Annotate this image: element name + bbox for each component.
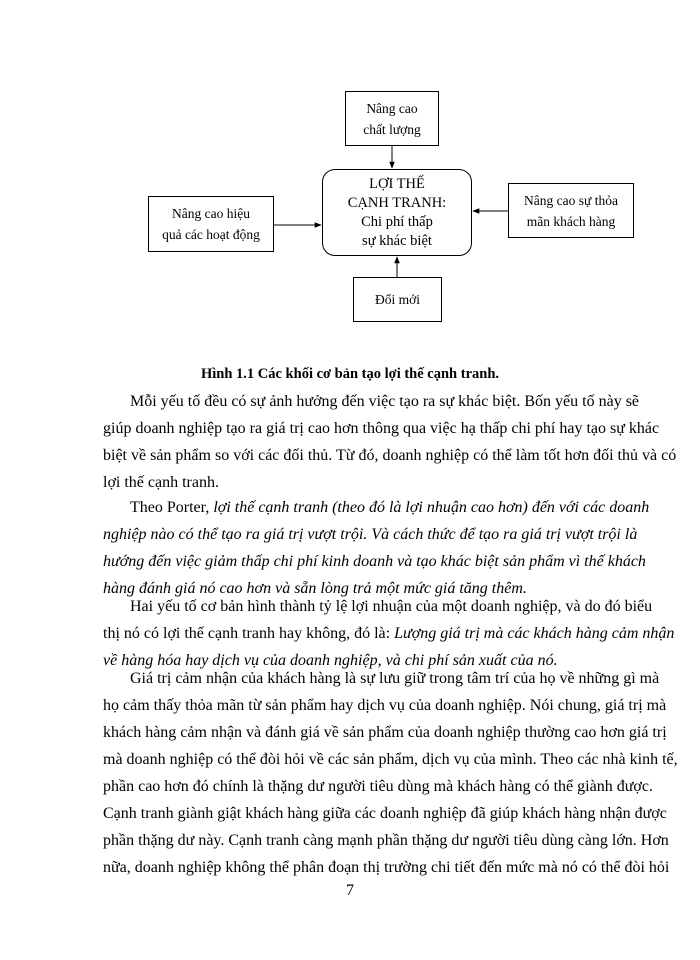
box-line: Chi phí thấp	[361, 213, 433, 230]
text-line	[103, 620, 675, 647]
box-line: chất lượng	[363, 121, 421, 137]
text-line: giúp doanh nghiệp tạo ra giá trị cao hơn thông qua việc hạ thấp chi phí hay tạo sự khác	[103, 420, 660, 437]
page-number: 7	[346, 882, 354, 899]
box-line: LỢI THẾ	[369, 175, 425, 192]
text-line: nữa, doanh nghiệp không thể phân đoạn thị trường chi tiết đến mức mà nó có thể đòi hỏi	[103, 859, 670, 876]
box-line: CẠNH TRANH:	[347, 194, 447, 211]
text-line: mà doanh nghiệp có thể đòi hỏi về các sản phẩm, dịch vụ của mình. Theo các nhà kinh tế,	[103, 751, 678, 768]
figure-caption: Hình 1.1 Các khối cơ bản tạo lợi thế cạnh tranh.	[200, 366, 500, 382]
box-line: mãn khách hàng	[526, 213, 616, 229]
text-line: Cạnh tranh giành giật khách hàng giữa các doanh nghiệp đã giúp khách hàng nhận được	[103, 805, 667, 822]
text-line: khách hàng cảm nhận và đánh giá về sản phẩm của doanh nghiệp thường cao hơn giá trị	[103, 724, 667, 741]
italic-text-run: hướng đến việc giảm thấp chi phí kinh doanh và tạo khác biệt sản phẩm vì thế khách	[103, 553, 646, 570]
italic-text-run: về hàng hóa hay dịch vụ của doanh nghiệp, và chi phí sản xuất của nó.	[103, 652, 558, 669]
text-line: Hai yếu tố cơ bản hình thành tỷ lệ lợi nhuận của một doanh nghiệp, và do đó biểu	[130, 598, 653, 615]
text-line: biệt về sản phẩm so với các đối thủ. Từ đó, doanh nghiệp có thể làm tốt hơn đối thủ và có	[103, 447, 677, 464]
paragraph-1	[103, 388, 677, 496]
text-line: phần thặng dư này. Cạnh tranh càng mạnh phần thặng dư người tiêu dùng càng lớn. Hơn	[103, 832, 669, 849]
text-line	[103, 521, 638, 548]
improve-quality-box	[345, 91, 439, 146]
italic-text-run: hàng đánh giá nó cao hơn và sẵn lòng trả một mức giá tăng thêm.	[103, 580, 527, 597]
box-line: Nâng cao	[366, 100, 418, 116]
box-line: sự khác biệt	[362, 232, 432, 249]
text-run: Theo Porter,	[130, 499, 214, 516]
improve-efficiency-box	[148, 196, 274, 252]
text-line	[103, 494, 650, 521]
improve-customer-satisfaction-box	[508, 183, 634, 238]
italic-text-run: lợi thế cạnh tranh (theo đó là lợi nhuận cao hơn) đến với các doanh	[213, 499, 650, 516]
paragraph-4	[103, 665, 678, 881]
paragraph-3	[103, 593, 675, 674]
text-line: phần cao hơn đó chính là thặng dư người tiêu dùng mà khách hàng có thể giành được.	[103, 778, 653, 795]
box-line: quả các hoạt động	[162, 227, 260, 242]
competitive-advantage-box	[322, 169, 472, 256]
italic-text-run: Lượng giá trị mà các khách hàng cảm nhận	[394, 625, 675, 642]
text-run: thị nó có lợi thế cạnh tranh hay không, đó là:	[103, 625, 395, 642]
text-line: lợi thế cạnh tranh.	[103, 474, 219, 491]
innovation-box	[353, 277, 442, 322]
text-line	[103, 548, 646, 575]
text-line: họ cảm thấy thỏa mãn từ sản phẩm hay dịch vụ của doanh nghiệp. Nói chung, giá trị mà	[103, 697, 667, 714]
text-line: Mỗi yếu tố đều có sự ảnh hưởng đến việc tạo ra sự khác biệt. Bốn yếu tố này sẽ	[130, 393, 640, 410]
box-line: Đổi mới	[374, 292, 420, 307]
box-line: Nâng cao hiệu	[172, 206, 250, 221]
paragraph-2	[103, 494, 650, 602]
italic-text-run: nghiệp nào có thể tạo ra giá trị vượt trội. Và cách thức để tạo ra giá trị vượt trội là	[103, 526, 638, 543]
text-line: Giá trị cảm nhận của khách hàng là sự lưu giữ trong tâm trí của họ về những gì mà	[130, 670, 660, 687]
box-line: Nâng cao sự thỏa	[524, 192, 618, 208]
